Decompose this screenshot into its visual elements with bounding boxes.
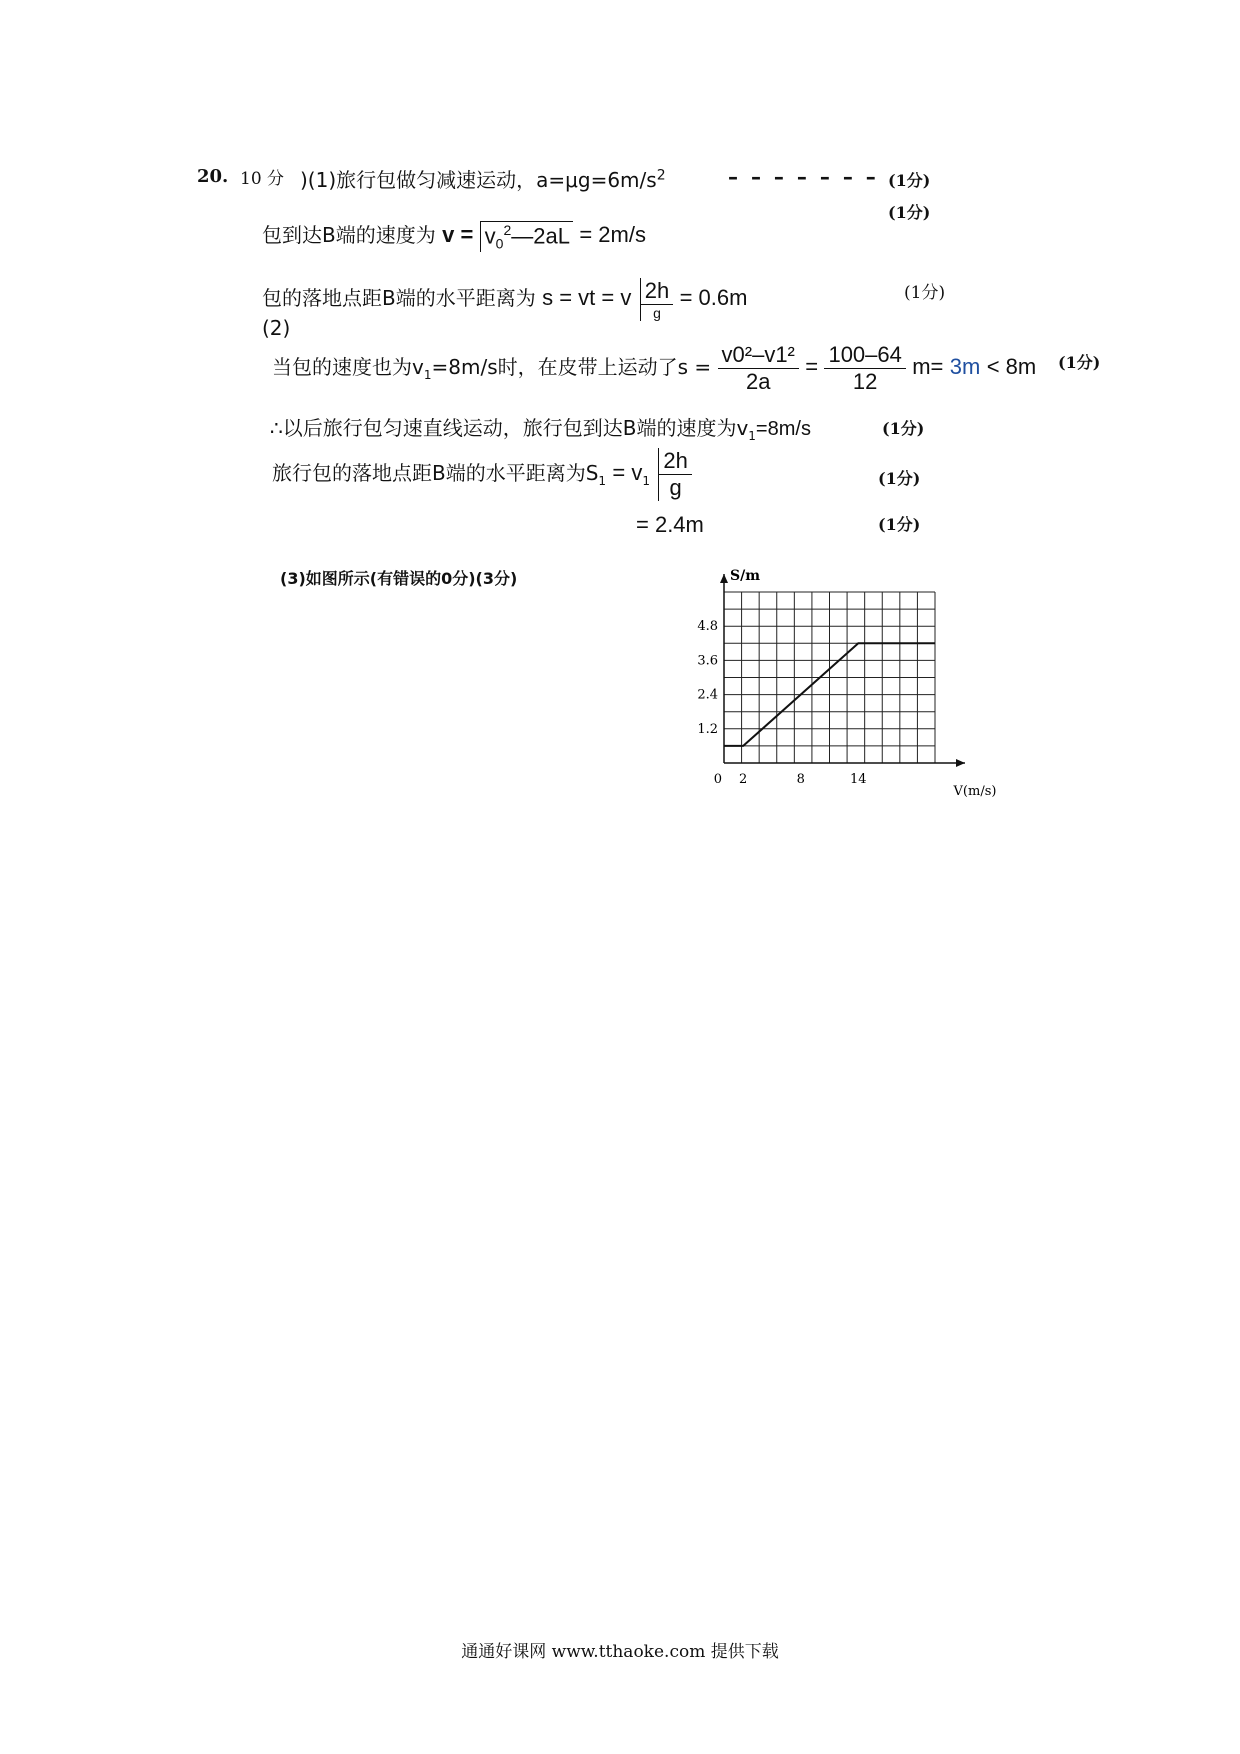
part2d-result: = 2.4m: [636, 512, 704, 537]
part2a-eq: =: [805, 354, 819, 379]
line-velocity-text: 包到达B端的速度为: [262, 223, 436, 247]
footer-text: 通通好课网 www.tthaoke.com 提供下载: [461, 1642, 779, 1662]
score-2d: (1分): [878, 515, 921, 534]
part2a-frac2-num: 100–64: [824, 342, 905, 369]
y-axis-label: S/m: [730, 568, 761, 584]
score-1a: (1分): [888, 171, 931, 190]
part2c-eq: = v: [612, 460, 643, 485]
distance-frac-den: g: [653, 305, 661, 321]
part2a-frac2-den: 12: [852, 369, 878, 394]
part2a-frac1-num: v0²–v1²: [718, 342, 799, 369]
line-distance: [262, 278, 747, 321]
part2-label: (2): [262, 316, 291, 340]
part2b-text: ∴以后旅行包匀速直线运动，旅行包到达B端的速度为v: [270, 416, 749, 440]
line-velocity: [262, 219, 646, 252]
line-part2a: [272, 342, 1036, 395]
part3-text: (3)如图所示(有错误的0分)(3分): [280, 569, 518, 588]
part2a-compare: < 8m: [986, 354, 1037, 379]
score-1b: (1分): [888, 203, 931, 222]
y-tick-label: 1.2: [697, 721, 718, 737]
score-2c: (1分): [878, 469, 921, 488]
y-tick-label: 3.6: [697, 653, 718, 669]
y-tick-label: 4.8: [697, 619, 718, 635]
origin-label: 0: [713, 772, 722, 787]
question-points: 10 分: [240, 169, 285, 189]
line-distance-prefix: s = vt = v: [542, 285, 632, 310]
part2a-blue-value: 3m: [949, 354, 981, 379]
y-tick-label: 2.4: [697, 687, 718, 703]
score-2a: (1分): [1058, 353, 1101, 372]
line-distance-text: 包的落地点距B端的水平距离为: [262, 286, 536, 310]
part1-intro: [300, 164, 666, 193]
question-number: 20.: [197, 166, 229, 187]
part2a-frac2: [824, 342, 905, 395]
chart-grid: [724, 592, 935, 763]
part2a-frac1-den: 2a: [745, 369, 771, 394]
part2c-sub: 1: [598, 474, 607, 488]
x-axis-label: V(m/s): [953, 784, 997, 799]
part2a-m: m=: [912, 354, 944, 379]
line-velocity-prefix: v =: [442, 222, 474, 247]
x-tick-label: 8: [796, 772, 805, 787]
x-tick-label: 2: [739, 772, 748, 787]
velocity-sqrt: [480, 221, 573, 252]
line-part2b: [270, 412, 811, 443]
distance-sqrt-frac: [640, 278, 673, 321]
velocity-sqrt-sub: 0: [495, 235, 504, 252]
line-velocity-result: = 2m/s: [579, 222, 646, 247]
line-distance-result: = 0.6m: [679, 285, 748, 310]
score-1c: (1分): [904, 283, 946, 303]
part2b-text2: =8m/s: [755, 418, 811, 440]
y-axis-arrow: [720, 574, 728, 583]
part2b-sub: 1: [748, 429, 756, 443]
part2a-text: 当包的速度也为v: [272, 355, 424, 379]
distance-frac-num: 2h: [641, 278, 673, 305]
chart-axes: [720, 574, 965, 767]
velocity-sqrt-sup: 2: [503, 222, 512, 239]
velocity-sqrt-v: v: [484, 223, 496, 249]
velocity-sqrt-rest: —2aL: [511, 223, 570, 249]
x-tick-label: 14: [849, 772, 867, 787]
part2a-sub: 1: [423, 368, 432, 382]
part2c-sqrt-frac: [658, 448, 691, 501]
part2c-frac-num: 2h: [659, 448, 691, 475]
score-2b: (1分): [882, 419, 925, 438]
s-v-chart: [680, 560, 1000, 810]
dashes: – – – – – – –: [728, 165, 879, 189]
part2c-text: 旅行包的落地点距B端的水平距离为S: [272, 461, 599, 485]
part2a-text2: =8m/s时，在皮带上运动了s =: [431, 355, 712, 379]
part1-intro-text: )(1)旅行包做匀减速运动，a=μg=6m/s: [300, 168, 657, 192]
x-axis-arrow: [956, 759, 965, 767]
part2c-frac-den: g: [669, 475, 682, 500]
part2a-frac1: [718, 342, 799, 395]
line-part2c: [272, 448, 692, 501]
part2c-sub2: 1: [642, 474, 651, 488]
part1-intro-sup: 2: [656, 167, 666, 184]
